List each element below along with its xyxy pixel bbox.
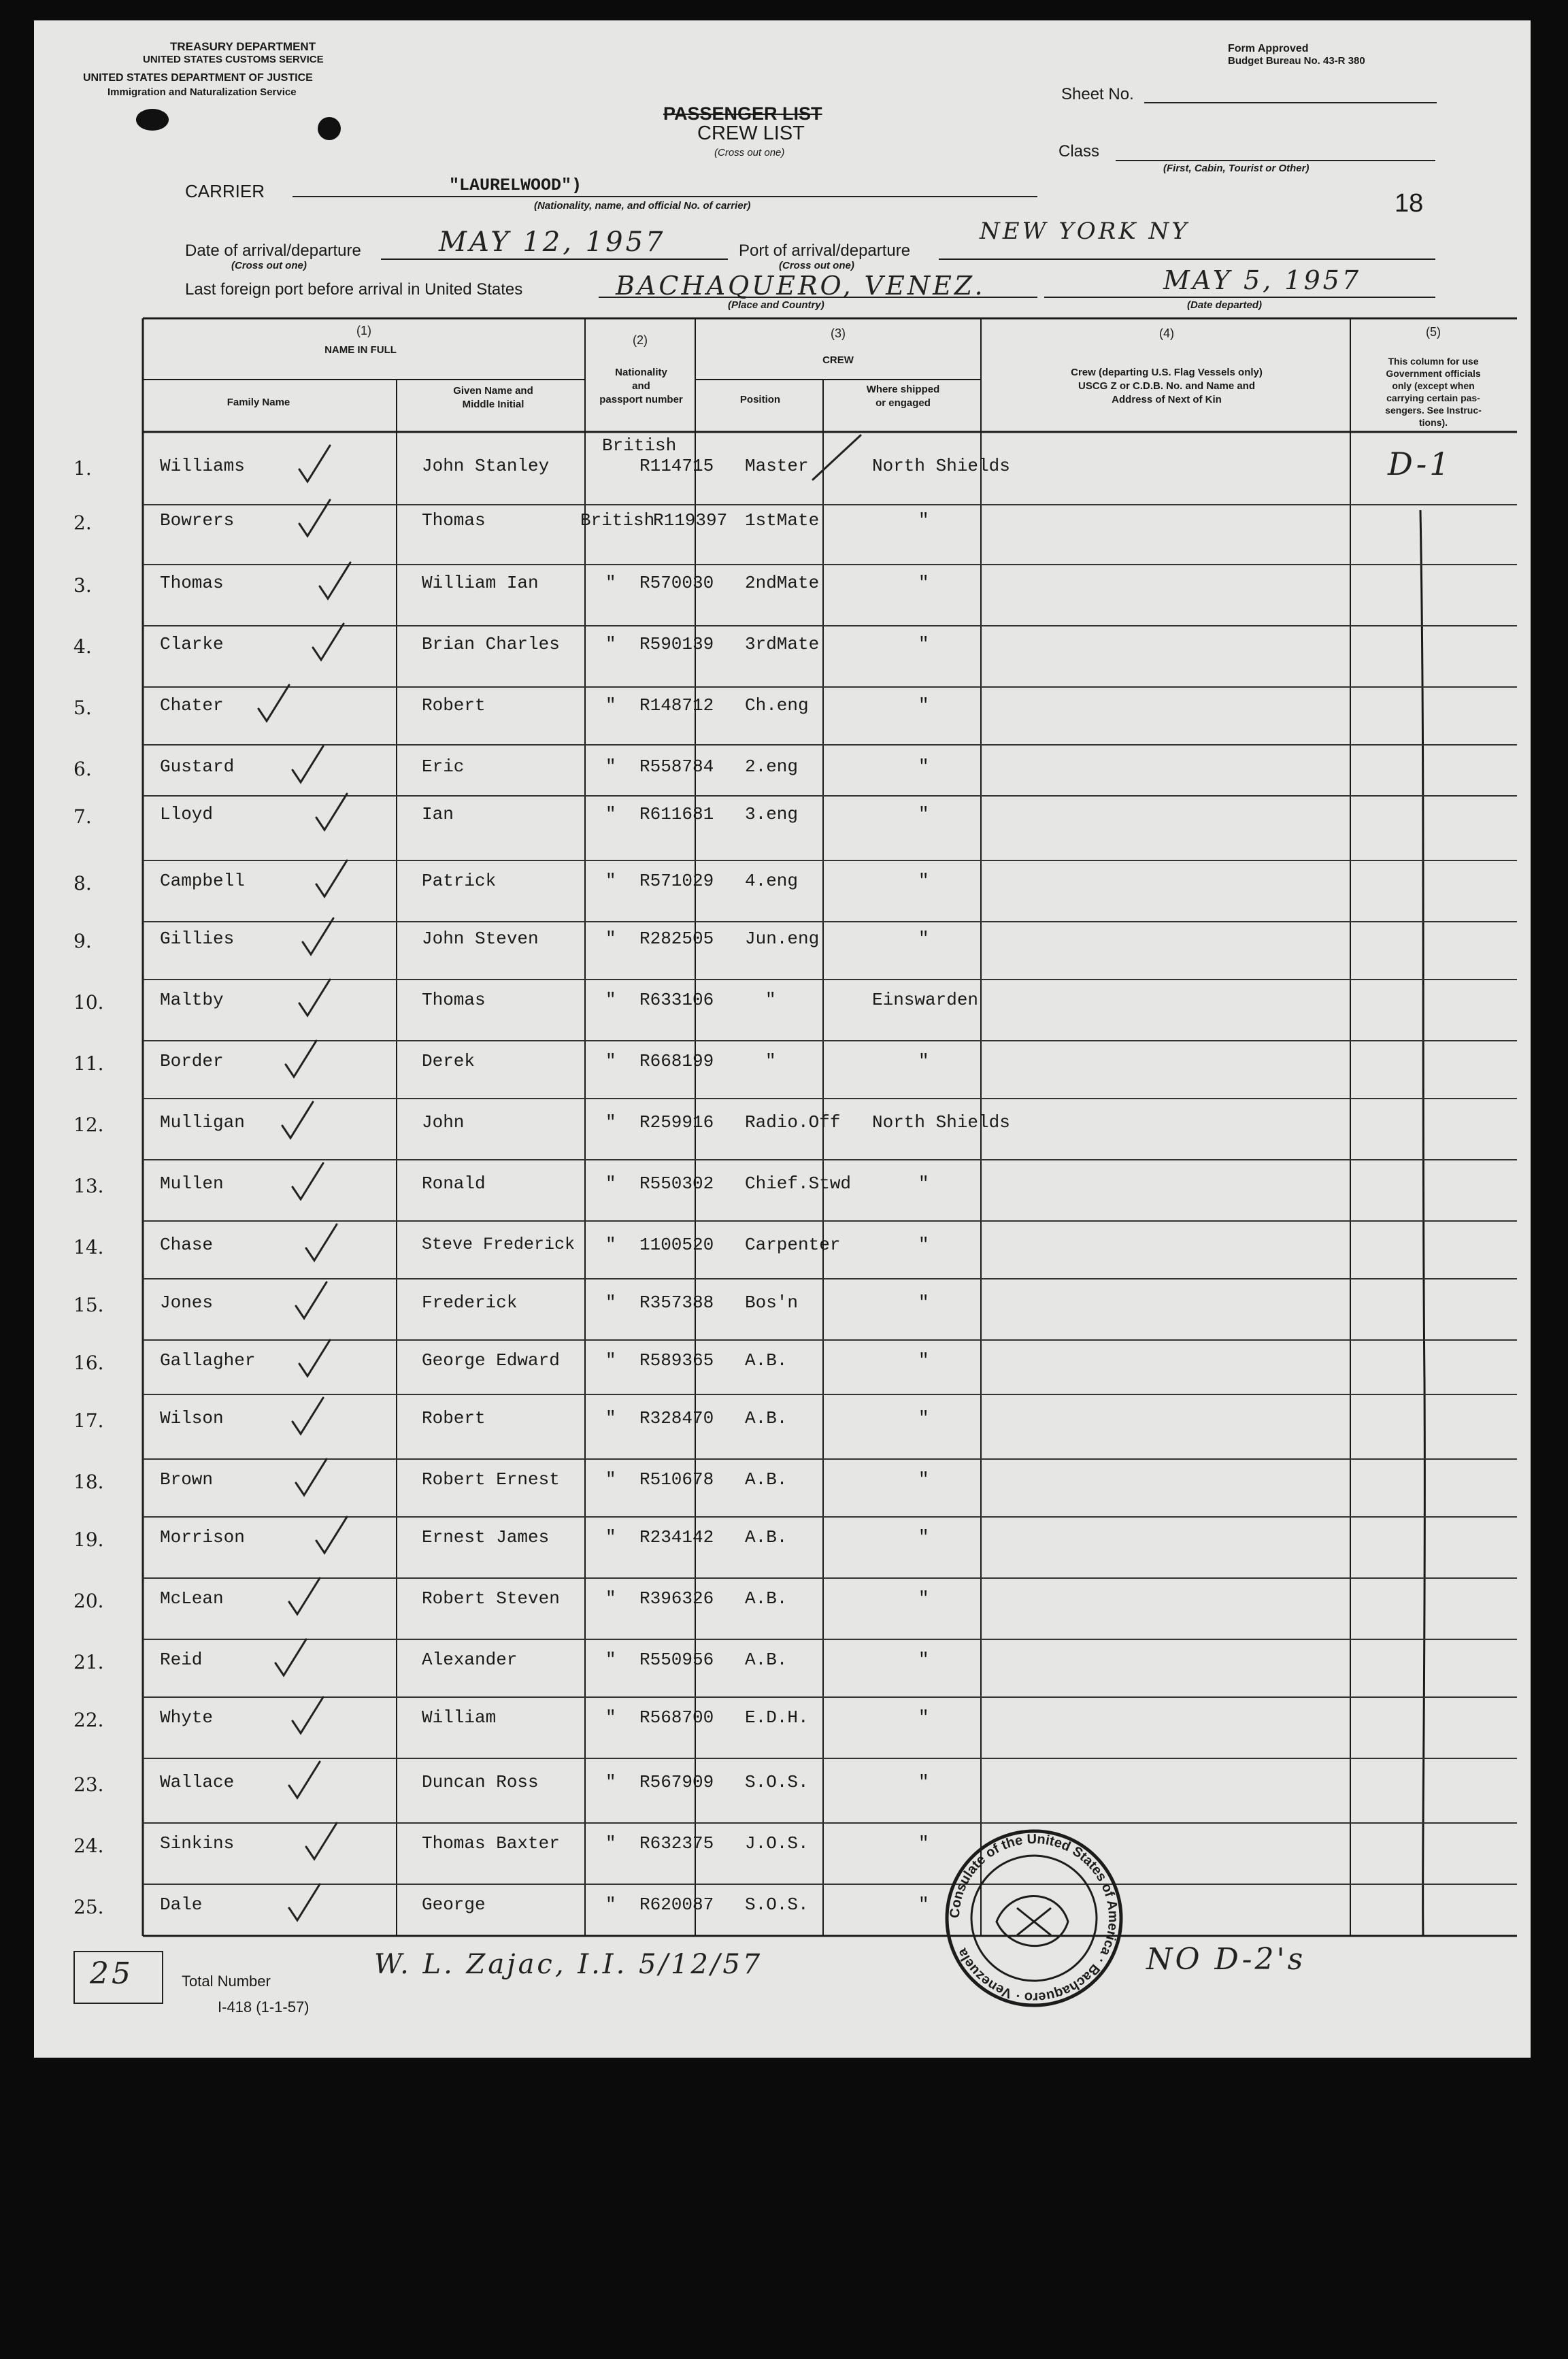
nationality-cell: " bbox=[605, 1469, 616, 1490]
passport-cell: R589365 bbox=[639, 1350, 714, 1371]
given-cell: Robert bbox=[422, 695, 486, 716]
family-cell: Williams bbox=[160, 456, 245, 476]
shipped-cell: " bbox=[918, 634, 929, 654]
given-cell: Frederick bbox=[422, 1292, 518, 1313]
nationality-cell: " bbox=[605, 1112, 616, 1133]
passport-cell: R668199 bbox=[639, 1051, 714, 1071]
col4-title-line2: USCG Z or C.D.B. No. and Name and bbox=[1078, 380, 1256, 392]
port-value: NEW YORK NY bbox=[980, 218, 1190, 245]
passport-cell: R570030 bbox=[639, 573, 714, 593]
given-cell: Duncan Ross bbox=[422, 1772, 539, 1792]
cross-out-hint: (Cross out one) bbox=[714, 147, 785, 158]
date-departed-value: MAY 5, 1957 bbox=[1163, 265, 1362, 295]
family-cell: Border bbox=[160, 1051, 224, 1071]
passport-cell: R282505 bbox=[639, 928, 714, 949]
row-number: 15. bbox=[73, 1294, 104, 1316]
given-cell: George Edward bbox=[422, 1350, 560, 1371]
row-number: 3. bbox=[73, 574, 92, 597]
form-number: I-418 (1-1-57) bbox=[218, 1998, 310, 2015]
check-mark bbox=[296, 1459, 327, 1495]
col2-title-line1: Nationality bbox=[615, 367, 667, 378]
given-cell: John bbox=[422, 1112, 465, 1133]
nationality-cell: " bbox=[605, 634, 616, 654]
col2-title bbox=[588, 366, 694, 407]
shipped-cell: " bbox=[918, 1350, 929, 1371]
row-number: 2. bbox=[73, 512, 92, 534]
last-port-hint: (Place and Country) bbox=[728, 299, 824, 311]
check-mark bbox=[316, 794, 347, 830]
position-cell: Chief.Stwd bbox=[745, 1173, 852, 1194]
nationality-cell: " bbox=[605, 928, 616, 949]
passenger-list-struck: PASSENGER LIST bbox=[663, 103, 822, 124]
position-cell: 1stMate bbox=[745, 510, 820, 531]
shipped-cell: " bbox=[918, 1292, 929, 1313]
carrier-value: "LAURELWOOD") bbox=[449, 175, 582, 195]
check-mark bbox=[813, 435, 861, 480]
where-shipped-header-line1: Where shipped bbox=[866, 384, 940, 395]
row-number: 23. bbox=[73, 1773, 104, 1796]
family-cell: Gillies bbox=[160, 928, 235, 949]
date-value: MAY 12, 1957 bbox=[439, 227, 666, 258]
position-cell: Bos'n bbox=[745, 1292, 799, 1313]
family-name-header: Family Name bbox=[227, 397, 290, 408]
nationality-cell: " bbox=[605, 573, 616, 593]
position-cell: Jun.eng bbox=[745, 928, 820, 949]
nationality-cell: " bbox=[605, 871, 616, 891]
family-cell: McLean bbox=[160, 1588, 224, 1609]
shipped-cell: " bbox=[918, 1235, 929, 1255]
check-mark bbox=[293, 1697, 323, 1733]
col5-title-line3: only (except when bbox=[1392, 380, 1475, 391]
check-mark bbox=[299, 980, 330, 1016]
given-cell: Robert bbox=[422, 1408, 486, 1428]
check-mark bbox=[296, 1282, 327, 1318]
col1-title: NAME IN FULL bbox=[324, 344, 397, 356]
date-hint: (Cross out one) bbox=[231, 260, 307, 271]
passport-cell: R632375 bbox=[639, 1833, 714, 1854]
position-cell: A.B. bbox=[745, 1650, 788, 1670]
shipped-cell: " bbox=[918, 1173, 929, 1194]
passport-cell: R568700 bbox=[639, 1707, 714, 1728]
check-mark bbox=[258, 685, 289, 721]
crew-list-form bbox=[34, 20, 1531, 2058]
family-cell: Reid bbox=[160, 1650, 203, 1670]
position-cell: J.O.S. bbox=[745, 1833, 809, 1854]
agency-line-1: TREASURY DEPARTMENT bbox=[170, 40, 316, 53]
row-number: 12. bbox=[73, 1114, 104, 1136]
passport-cell: R550302 bbox=[639, 1173, 714, 1194]
passport-cell: R590139 bbox=[639, 634, 714, 654]
nationality-cell: " bbox=[605, 1772, 616, 1792]
nationality-cell: " bbox=[605, 1292, 616, 1313]
nationality-cell: " bbox=[605, 1833, 616, 1854]
passport-cell: R357388 bbox=[639, 1292, 714, 1313]
col5-title-line1: This column for use bbox=[1388, 356, 1479, 367]
position-cell: A.B. bbox=[745, 1408, 788, 1428]
given-cell: Alexander bbox=[422, 1650, 518, 1670]
given-cell: Thomas bbox=[422, 990, 486, 1010]
col5-title-line5: sengers. See Instruc- bbox=[1385, 405, 1482, 416]
where-shipped-header bbox=[827, 383, 980, 410]
total-label: Total Number bbox=[182, 1973, 271, 1990]
family-cell: Chater bbox=[160, 695, 224, 716]
position-cell: Radio.Off bbox=[745, 1112, 841, 1133]
passport-cell: R620087 bbox=[639, 1894, 714, 1915]
agency-line-2: UNITED STATES CUSTOMS SERVICE bbox=[143, 54, 324, 65]
family-cell: Lloyd bbox=[160, 804, 214, 824]
check-mark bbox=[316, 860, 347, 897]
row-number: 7. bbox=[73, 805, 92, 828]
nationality-cell: " bbox=[605, 1527, 616, 1547]
signature: W. L. Zajac, I.I. 5/12/57 bbox=[374, 1949, 763, 1980]
last-port-label: Last foreign port before arrival in United States bbox=[185, 280, 523, 299]
port-label: Port of arrival/departure bbox=[739, 241, 911, 260]
col2-title-line2: and bbox=[632, 380, 650, 392]
last-port-value: BACHAQUERO, VENEZ. bbox=[616, 271, 986, 301]
family-cell: Wilson bbox=[160, 1408, 224, 1428]
row-number: 24. bbox=[73, 1835, 104, 1857]
passport-cell: R148712 bbox=[639, 695, 714, 716]
position-cell: 3rdMate bbox=[745, 634, 820, 654]
shipped-cell: " bbox=[918, 1833, 929, 1854]
row-number: 11. bbox=[73, 1052, 104, 1075]
shipped-cell: " bbox=[918, 1894, 929, 1915]
given-cell: Thomas bbox=[422, 510, 486, 531]
check-mark bbox=[303, 918, 333, 954]
col4-title bbox=[986, 366, 1347, 407]
agency-line-4: Immigration and Naturalization Service bbox=[107, 86, 297, 98]
passport-cell: R119397 bbox=[653, 510, 728, 531]
shipped-cell: Einswarden bbox=[872, 990, 979, 1010]
col5-note: D-1 bbox=[1388, 446, 1452, 482]
check-mark bbox=[293, 746, 323, 782]
check-mark bbox=[293, 1163, 323, 1199]
nationality-cell: " bbox=[605, 1650, 616, 1670]
row-number: 20. bbox=[73, 1590, 104, 1612]
class-hint: (First, Cabin, Tourist or Other) bbox=[1163, 163, 1310, 174]
total-value: 25 bbox=[90, 1956, 133, 1991]
nationality-cell: " bbox=[605, 1894, 616, 1915]
position-header: Position bbox=[739, 394, 781, 405]
family-cell: Clarke bbox=[160, 634, 224, 654]
shipped-cell: " bbox=[918, 1408, 929, 1428]
where-shipped-header-line2: or engaged bbox=[875, 397, 931, 409]
col1-number: (1) bbox=[356, 324, 371, 337]
row-number: 5. bbox=[73, 697, 92, 719]
check-mark bbox=[276, 1639, 306, 1675]
passport-cell: R396326 bbox=[639, 1588, 714, 1609]
given-cell: John Steven bbox=[422, 928, 539, 949]
form-approved: Form Approved bbox=[1228, 43, 1309, 54]
passport-cell: 1100520 bbox=[639, 1235, 714, 1255]
shipped-cell: " bbox=[918, 804, 929, 824]
passport-cell: R510678 bbox=[639, 1469, 714, 1490]
shipped-cell: " bbox=[918, 756, 929, 777]
row-number: 10. bbox=[73, 991, 104, 1014]
given-cell: Steve Frederick bbox=[422, 1235, 576, 1254]
row-number: 17. bbox=[73, 1409, 104, 1432]
row-number: 6. bbox=[73, 758, 92, 780]
port-hint: (Cross out one) bbox=[779, 260, 854, 271]
footer-note: NO D-2's bbox=[1146, 1942, 1306, 1977]
check-mark bbox=[299, 446, 330, 482]
position-cell: A.B. bbox=[745, 1588, 788, 1609]
row-number: 14. bbox=[73, 1236, 104, 1258]
given-cell: Derek bbox=[422, 1051, 476, 1071]
shipped-cell: " bbox=[918, 573, 929, 593]
position-cell: A.B. bbox=[745, 1469, 788, 1490]
check-mark bbox=[289, 1762, 320, 1798]
check-mark bbox=[289, 1578, 320, 1614]
nationality-cell: " bbox=[605, 1588, 616, 1609]
col4-title-line3: Address of Next of Kin bbox=[1112, 394, 1222, 405]
position-cell: A.B. bbox=[745, 1527, 788, 1547]
shipped-cell: " bbox=[918, 1469, 929, 1490]
nationality-cell: " bbox=[605, 1051, 616, 1071]
passport-cell: R328470 bbox=[639, 1408, 714, 1428]
position-cell: E.D.H. bbox=[745, 1707, 809, 1728]
carrier-hint: (Nationality, name, and official No. of carrier) bbox=[534, 200, 751, 212]
carrier-label: CARRIER bbox=[185, 181, 265, 201]
shipped-cell: " bbox=[918, 1051, 929, 1071]
col5-number: (5) bbox=[1426, 325, 1441, 339]
family-cell: Bowrers bbox=[160, 510, 235, 531]
row-number: 21. bbox=[73, 1651, 104, 1673]
position-cell: 2ndMate bbox=[745, 573, 820, 593]
row-number: 9. bbox=[73, 930, 92, 952]
check-mark bbox=[316, 1517, 347, 1553]
position-cell: " bbox=[765, 1051, 776, 1071]
shipped-cell: " bbox=[918, 1588, 929, 1609]
check-mark bbox=[299, 1340, 330, 1376]
position-cell: 3.eng bbox=[745, 804, 799, 824]
row-number: 1. bbox=[73, 457, 92, 480]
family-cell: Whyte bbox=[160, 1707, 214, 1728]
given-cell: Brian Charles bbox=[422, 634, 560, 654]
shipped-cell: " bbox=[918, 510, 929, 531]
passport-cell: R567909 bbox=[639, 1772, 714, 1792]
nationality-cell: " bbox=[605, 1408, 616, 1428]
given-cell: William Ian bbox=[422, 573, 539, 593]
given-cell: Robert Ernest bbox=[422, 1469, 560, 1490]
check-mark bbox=[289, 1884, 320, 1920]
nationality-cell: " bbox=[605, 1235, 616, 1255]
family-cell: Brown bbox=[160, 1469, 214, 1490]
col3-number: (3) bbox=[831, 327, 846, 340]
family-cell: Maltby bbox=[160, 990, 224, 1010]
nationality-cell: " bbox=[605, 990, 616, 1010]
given-cell: Robert Steven bbox=[422, 1588, 560, 1609]
crew-table-grid bbox=[34, 20, 1531, 2058]
passport-cell: R259916 bbox=[639, 1112, 714, 1133]
consulate-seal bbox=[935, 1820, 1133, 2017]
date-departed-hint: (Date departed) bbox=[1187, 299, 1263, 311]
col4-title-line1: Crew (departing U.S. Flag Vessels only) bbox=[1071, 367, 1263, 378]
given-cell: Eric bbox=[422, 756, 465, 777]
nationality-cell: " bbox=[605, 804, 616, 824]
family-cell: Gustard bbox=[160, 756, 235, 777]
family-cell: Gallagher bbox=[160, 1350, 256, 1371]
shipped-cell: " bbox=[918, 1707, 929, 1728]
check-mark bbox=[306, 1823, 337, 1859]
family-cell: Mullen bbox=[160, 1173, 224, 1194]
shipped-cell: North Shields bbox=[872, 1112, 1010, 1133]
row-number: 13. bbox=[73, 1175, 104, 1197]
family-cell: Campbell bbox=[160, 871, 245, 891]
family-cell: Wallace bbox=[160, 1772, 235, 1792]
row-number: 22. bbox=[73, 1709, 104, 1731]
nationality-cell: " bbox=[605, 695, 616, 716]
nationality-cell: " bbox=[605, 1350, 616, 1371]
family-cell: Chase bbox=[160, 1235, 214, 1255]
shipped-cell: " bbox=[918, 695, 929, 716]
row-number: 25. bbox=[73, 1896, 104, 1918]
col5-title-line2: Government officials bbox=[1386, 368, 1481, 379]
given-cell: George bbox=[422, 1894, 486, 1915]
budget-bureau: Budget Bureau No. 43-R 380 bbox=[1228, 55, 1365, 67]
position-cell: " bbox=[765, 990, 776, 1010]
col5-title-line4: carrying certain pas- bbox=[1386, 392, 1480, 403]
passport-cell: R550956 bbox=[639, 1650, 714, 1670]
nationality-cell: British bbox=[602, 435, 677, 456]
family-cell: Sinkins bbox=[160, 1833, 235, 1854]
family-cell: Mulligan bbox=[160, 1112, 245, 1133]
col4-number: (4) bbox=[1159, 327, 1174, 340]
row-number: 4. bbox=[73, 635, 92, 658]
date-label: Date of arrival/departure bbox=[185, 241, 361, 260]
family-cell: Thomas bbox=[160, 573, 224, 593]
col3-title: CREW bbox=[822, 354, 854, 366]
shipped-cell: " bbox=[918, 1527, 929, 1547]
given-cell: William bbox=[422, 1707, 497, 1728]
given-cell: Patrick bbox=[422, 871, 497, 891]
position-cell: S.O.S. bbox=[745, 1772, 809, 1792]
check-mark bbox=[313, 624, 344, 660]
row-number: 16. bbox=[73, 1352, 104, 1374]
family-cell: Morrison bbox=[160, 1527, 245, 1547]
position-cell: Carpenter bbox=[745, 1235, 841, 1255]
col5-title bbox=[1352, 355, 1515, 429]
given-cell: Thomas Baxter bbox=[422, 1833, 560, 1854]
page-number: 18 bbox=[1395, 189, 1424, 218]
passport-cell: R633106 bbox=[639, 990, 714, 1010]
check-mark bbox=[320, 563, 350, 599]
row-number: 18. bbox=[73, 1471, 104, 1493]
position-cell: Master bbox=[745, 456, 809, 476]
position-cell: 2.eng bbox=[745, 756, 799, 777]
nationality-cell: " bbox=[605, 1173, 616, 1194]
shipped-cell: " bbox=[918, 928, 929, 949]
given-cell: Ernest James bbox=[422, 1527, 550, 1547]
crew-list-title: CREW LIST bbox=[697, 122, 805, 144]
col5-title-line6: tions). bbox=[1419, 417, 1448, 428]
passport-cell: R611681 bbox=[639, 804, 714, 824]
col2-number: (2) bbox=[633, 333, 648, 347]
position-cell: A.B. bbox=[745, 1350, 788, 1371]
nationality-cell: " bbox=[605, 1707, 616, 1728]
shipped-cell: " bbox=[918, 1650, 929, 1670]
check-mark bbox=[282, 1102, 313, 1138]
position-cell: S.O.S. bbox=[745, 1894, 809, 1915]
family-cell: Jones bbox=[160, 1292, 214, 1313]
sheet-no-label: Sheet No. bbox=[1061, 85, 1134, 103]
given-name-header-line1: Given Name and bbox=[453, 385, 533, 397]
passport-cell: R114715 bbox=[639, 456, 714, 476]
check-mark bbox=[293, 1398, 323, 1434]
col2-title-line3: passport number bbox=[599, 394, 683, 405]
passport-cell: R234142 bbox=[639, 1527, 714, 1547]
check-mark bbox=[286, 1041, 316, 1077]
nationality-cell: " bbox=[605, 756, 616, 777]
given-name-header bbox=[435, 384, 551, 412]
given-cell: John Stanley bbox=[422, 456, 550, 476]
passport-cell: R558784 bbox=[639, 756, 714, 777]
position-cell: 4.eng bbox=[745, 871, 799, 891]
row-number: 8. bbox=[73, 872, 92, 894]
agency-line-3: UNITED STATES DEPARTMENT OF JUSTICE bbox=[83, 72, 313, 84]
class-label: Class bbox=[1058, 142, 1100, 161]
given-cell: Ian bbox=[422, 804, 454, 824]
seal-text: Consulate of the United States of America · Bachaquero · Venezuela bbox=[947, 1831, 1121, 2005]
shipped-cell: " bbox=[918, 871, 929, 891]
shipped-cell: " bbox=[918, 1772, 929, 1792]
row-number: 19. bbox=[73, 1528, 104, 1551]
check-mark bbox=[306, 1224, 337, 1260]
given-cell: Ronald bbox=[422, 1173, 486, 1194]
given-name-header-line2: Middle Initial bbox=[462, 399, 524, 410]
nationality-cell: British bbox=[580, 510, 655, 531]
passport-cell: R571029 bbox=[639, 871, 714, 891]
position-cell: Ch.eng bbox=[745, 695, 809, 716]
family-cell: Dale bbox=[160, 1894, 203, 1915]
shipped-cell: North Shields bbox=[872, 456, 1010, 476]
